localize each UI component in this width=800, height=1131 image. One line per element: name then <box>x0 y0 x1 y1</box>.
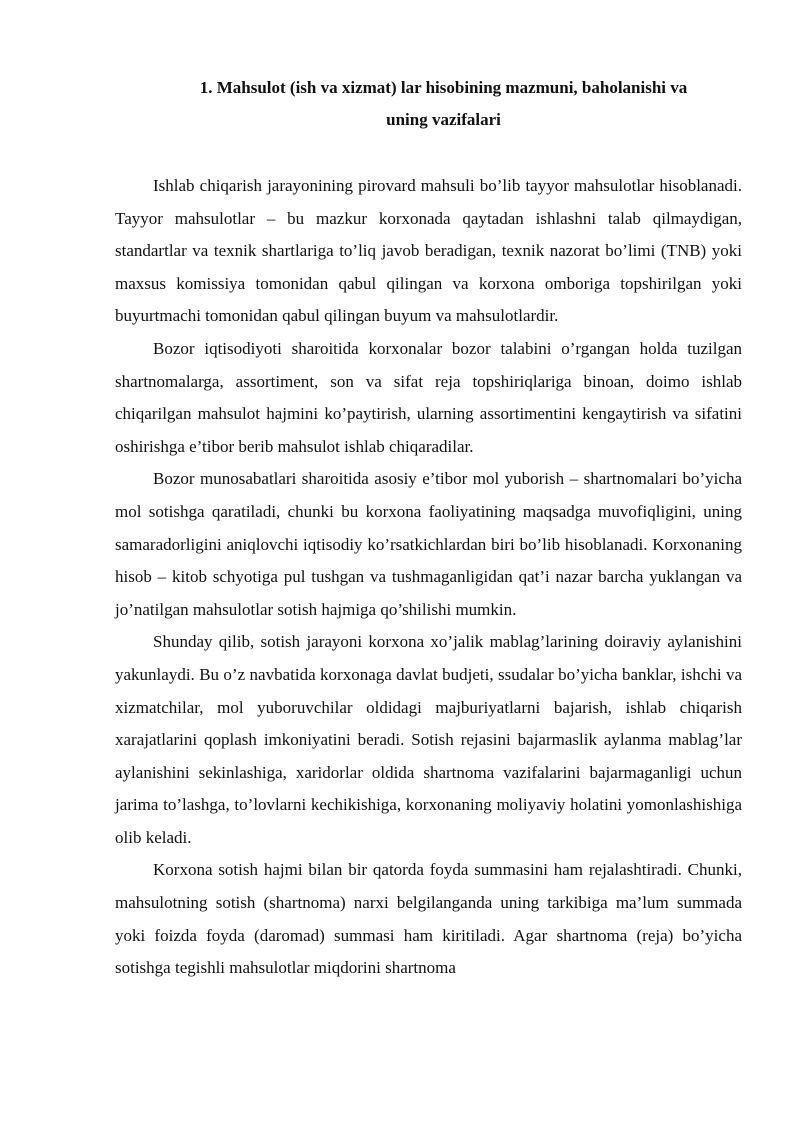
section-title <box>115 72 742 136</box>
paragraph-5: Korxona sotish hajmi bilan bir qatorda foyda summasini ham rejalashtiradi. Chunki, mahsulotning sotish (shartnoma) narxi belgilanganda uning tarkibiga ma’lum summada yoki foizda foyda (daromad) summasi ham kiritiladi. Agar shartnoma (reja) bo’yicha sotishga tegishli mahsulotlar miqdorini shartnoma <box>115 860 742 978</box>
paragraph-1: Ishlab chiqarish jarayonining pirovard mahsuli bo’lib tayyor mahsulotlar hisoblanadi. Tayyor mahsulotlar – bu mazkur korxonada qaytadan ishlashni talab qilmaydigan, standartlar va texnik shartlariga to’liq javob beradigan, texnik nazorat bo’limi (TNB) yoki maxsus komissiya tomonidan qabul qilingan va korxona omboriga topshirilgan yoki buyurtmachi tomonidan qabul qilingan buyum va mahsulotlardir. <box>115 176 742 326</box>
paragraph-3: Bozor munosabatlari sharoitida asosiy e’tibor mol yuborish – shartnomalari bo’yicha mol sotishga qaratiladi, chunki bu korxona faoliyatining maqsadga muvofiqligini, uning samaradorligini aniqlovchi iqtisodiy ko’rsatkichlardan biri bo’lib hisoblanadi. Korxonaning hisob – kitob schyotiga pul tushgan va tushmaganligidan qat’i nazar barcha yuklangan va jo’natilgan mahsulotlar sotish hajmiga qo’shilishi mumkin. <box>115 469 742 619</box>
paragraph-4: Shunday qilib, sotish jarayoni korxona xo’jalik mablag’larining doiraviy aylanishini yakunlaydi. Bu o’z navbatida korxonaga davlat budjeti, ssudalar bo’yicha banklar, ishchi va xizmatchilar, mol yuboruvchilar oldidagi majburiyatlarni bajarish, ishlab chiqarish xarajatlarini qoplash imkoniyatini beradi. Sotish rejasini bajarmaslik aylanma mablag’lar aylanishini sekinlashiga, xaridorlar oldida shartnoma vazifalarini bajarmaganligi uchun jarima to’lashga, to’lovlarni kechikishiga, korxonaning moliyaviy holatini yomonlashishiga olib keladi. <box>115 632 742 847</box>
page-content <box>115 72 742 985</box>
section-title-line-2: uning vazifalari <box>386 110 501 129</box>
paragraph-2: Bozor iqtisodiyoti sharoitida korxonalar bozor talabini o’rgangan holda tuzilgan shartnomalarga, assortiment, son va sifat reja topshiriqlariga binoan, doimo ishlab chiqarilgan mahsulot hajmini ko’paytirish, ularning assortimentini kengaytirish va sifatini oshirishga e’tibor berib mahsulot ishlab chiqaradilar. <box>115 338 742 456</box>
section-title-line-1: 1. Mahsulot (ish va xizmat) lar hisobining mazmuni, baholanishi va <box>199 78 688 97</box>
